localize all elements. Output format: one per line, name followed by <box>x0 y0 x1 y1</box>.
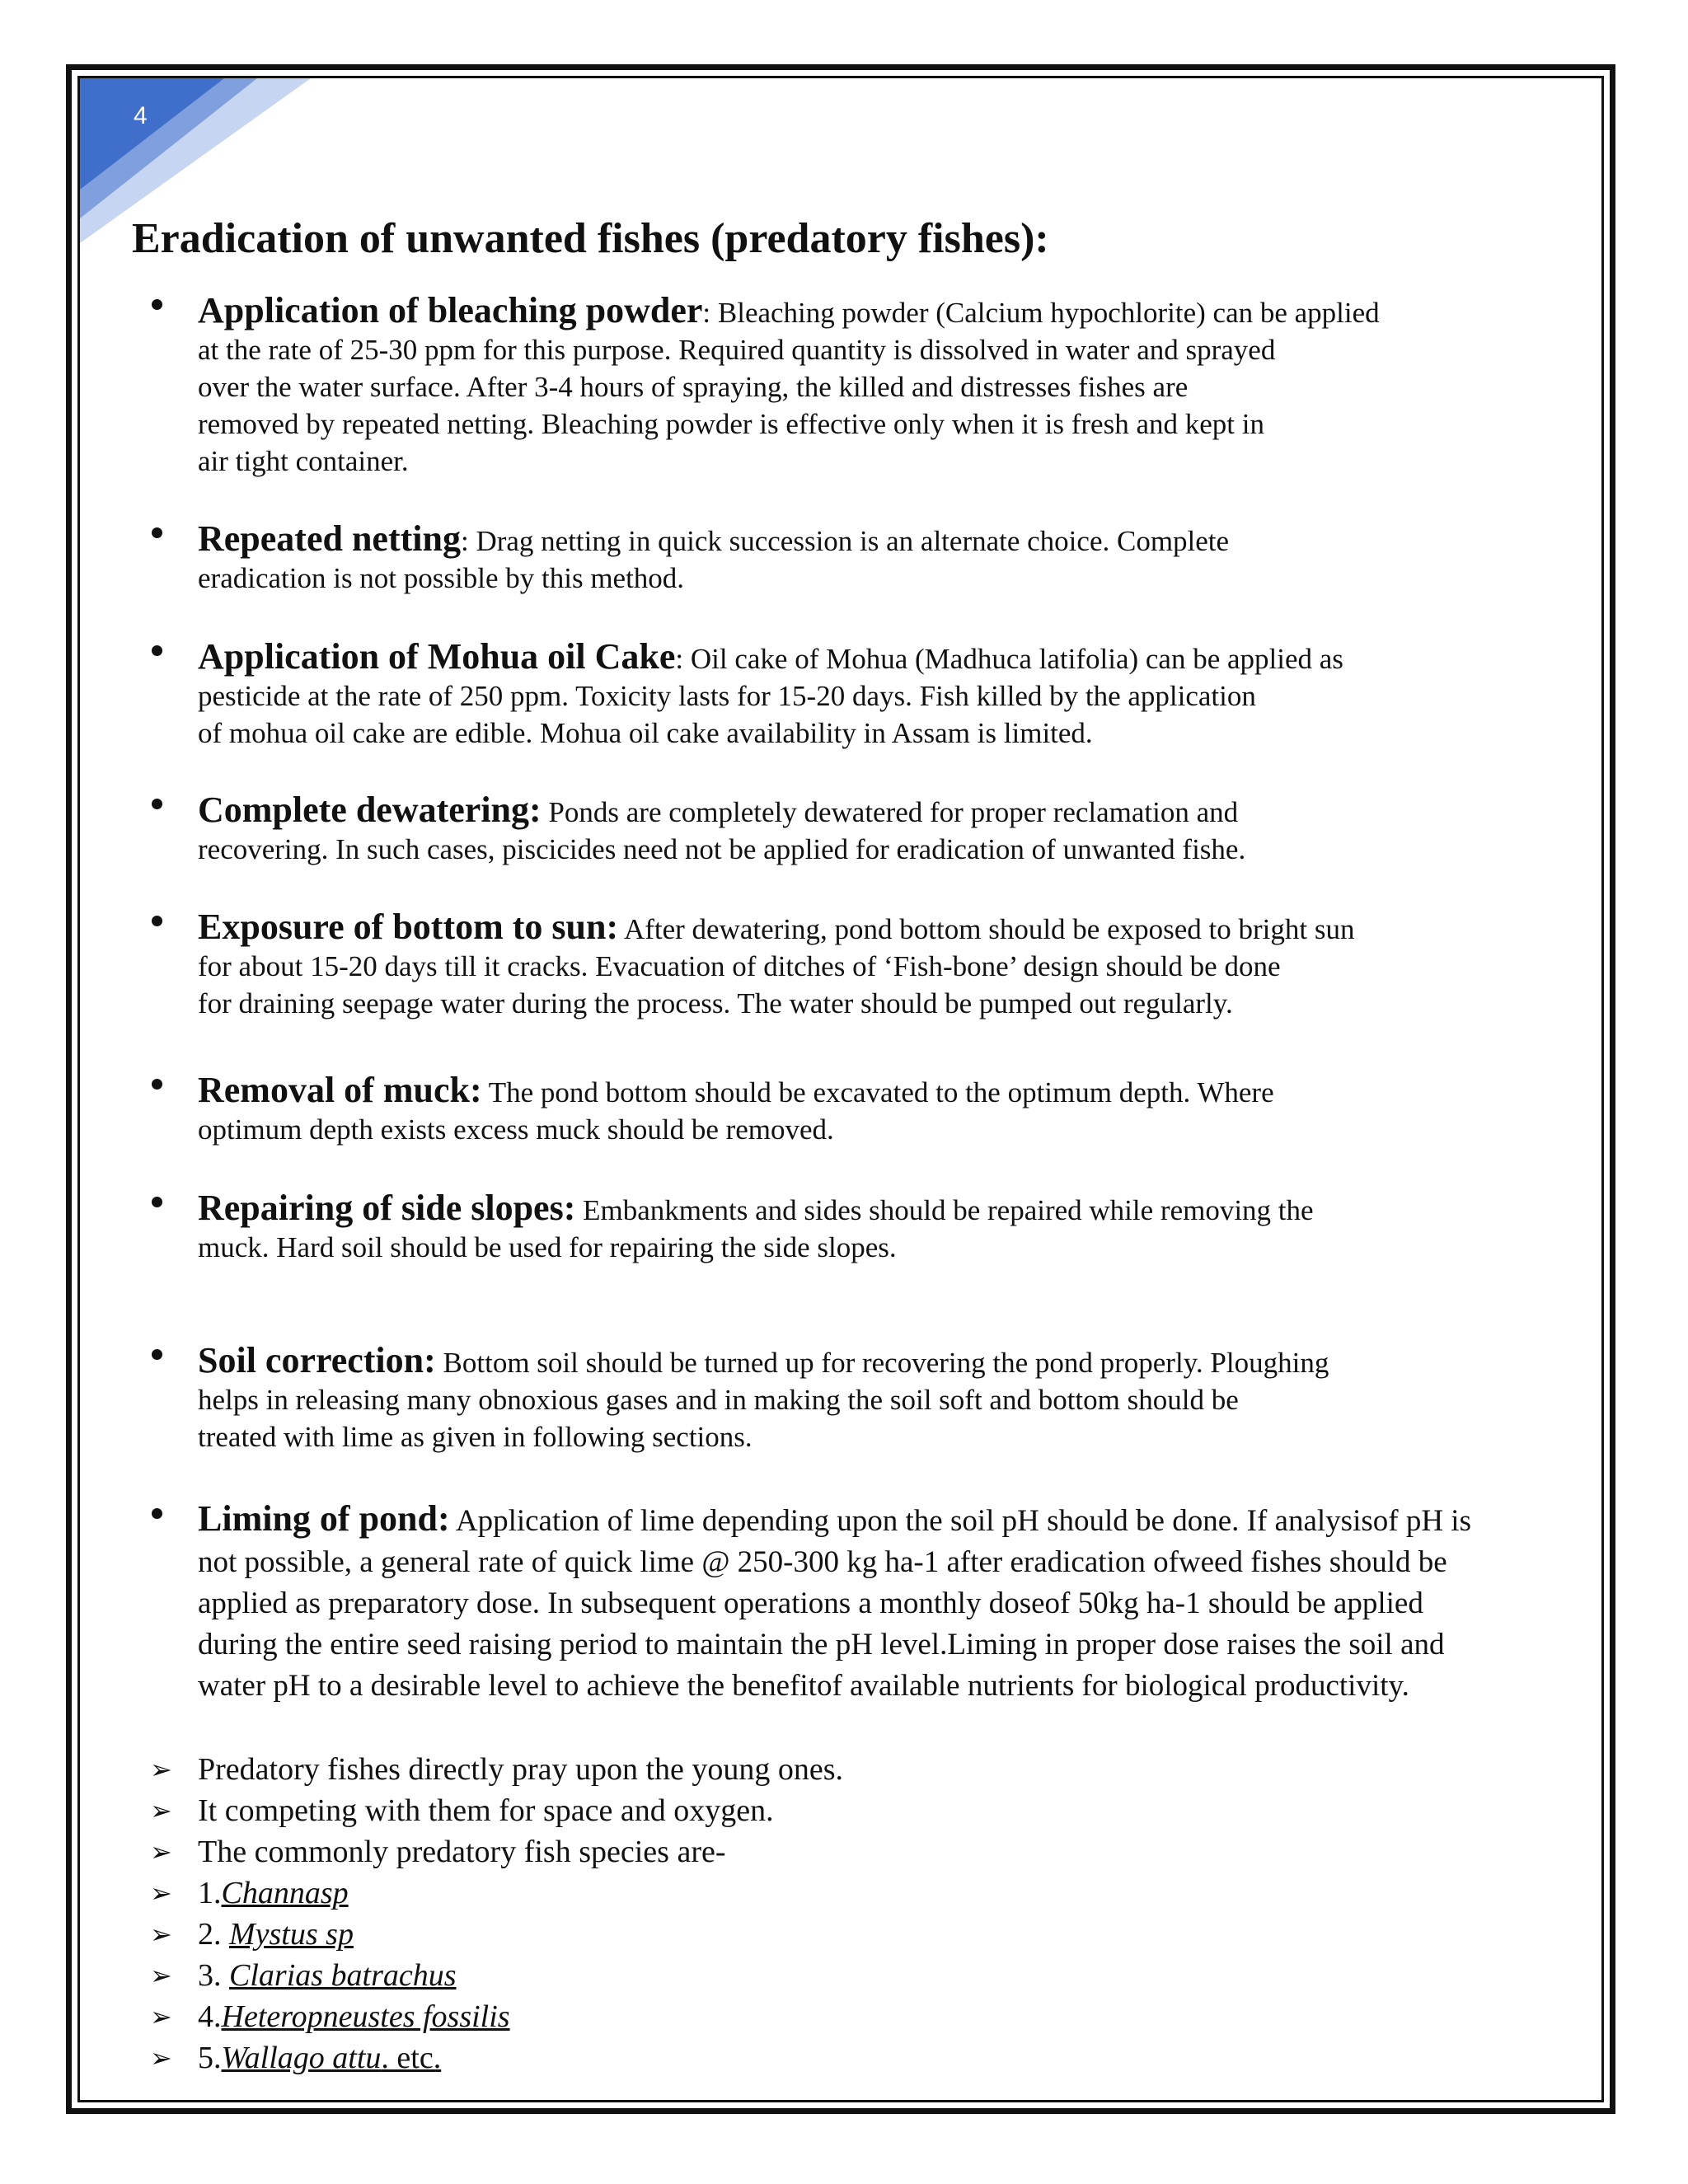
measure-separator <box>436 1347 443 1379</box>
note-text: Predatory fishes directly pray upon the young ones. <box>198 1752 844 1787</box>
species-suffix: . etc. <box>381 2041 442 2075</box>
measure-text-line: applied as preparatory dose. In subsequent operations a monthly doseof 50kg ha-1 should be applied <box>198 1586 1423 1620</box>
measure-text-line: Oil cake of Mohua (Madhuca latifolia) can be applied as <box>690 643 1343 675</box>
bullet-icon <box>152 527 162 538</box>
measure-title: Complete dewatering: <box>198 790 542 830</box>
measure-text-line: After dewatering, pond bottom should be exposed to bright sun <box>623 913 1355 945</box>
measure-text-line: Bleaching powder (Calcium hypochlorite) can be applied <box>717 297 1380 329</box>
list-item <box>150 1872 349 1914</box>
page-number: 4 <box>134 102 148 129</box>
note-text: It competing with them for space and oxygen. <box>198 1793 774 1828</box>
list-item <box>150 1831 726 1872</box>
species-name: Wallago attu <box>221 2041 382 2075</box>
measure-title: Repeated netting <box>198 518 461 559</box>
list-item <box>198 908 1582 1022</box>
measure-separator: : <box>675 643 691 675</box>
bullet-icon <box>152 1349 162 1360</box>
list-item <box>198 791 1582 868</box>
species-number: 2. <box>198 1917 229 1952</box>
list-item <box>198 520 1582 597</box>
bullet-icon <box>152 916 162 926</box>
species-number: 1. <box>198 1876 222 1910</box>
arrow-head-icon: ➢ <box>150 1836 172 1868</box>
species-name: Channasp <box>221 1876 349 1910</box>
list-item <box>150 1914 354 1955</box>
measure-text-line: not possible, a general rate of quick lime @ 250-300 kg ha-1 after eradication ofweed fishes should be <box>198 1545 1447 1579</box>
list-item <box>150 2037 442 2079</box>
bullet-icon <box>152 1508 162 1519</box>
list-item <box>198 1189 1582 1266</box>
measure-text-line: Drag netting in quick succession is an alternate choice. Complete <box>476 525 1230 557</box>
measure-text-line: Application of lime depending upon the soil pH should be done. If analysisof pH is <box>455 1504 1471 1538</box>
measure-separator: : <box>702 297 718 329</box>
bullet-icon <box>152 799 162 809</box>
measure-text-line: The pond bottom should be excavated to the optimum depth. Where <box>488 1076 1274 1108</box>
measure-text-line: over the water surface. After 3-4 hours of spraying, the killed and distresses fishes are <box>198 371 1189 403</box>
measure-text-line: optimum depth exists excess muck should be removed. <box>198 1113 834 1146</box>
bullet-icon <box>152 299 162 310</box>
list-item <box>150 1749 844 1790</box>
arrow-head-icon: ➢ <box>150 2001 172 2032</box>
measure-text-line: Bottom soil should be turned up for recovering the pond properly. Ploughing <box>443 1347 1329 1379</box>
measure-text-line: for draining seepage water during the process. The water should be pumped out regularly. <box>198 987 1233 1019</box>
measure-text-line: water pH to a desirable level to achieve the benefitof available nutrients for biological productivity. <box>198 1669 1409 1703</box>
species-name: Heteropneustes fossilis <box>221 1999 510 2034</box>
list-item <box>198 638 1582 752</box>
list-item <box>150 1955 457 1996</box>
list-item <box>198 1498 1582 1707</box>
bullet-icon <box>152 645 162 656</box>
arrow-head-icon: ➢ <box>150 1795 172 1826</box>
measure-text-line: treated with lime as given in following sections. <box>198 1421 753 1453</box>
measure-title: Application of Mohua oil Cake <box>198 636 676 677</box>
measure-separator <box>482 1076 489 1108</box>
measure-separator: : <box>460 525 476 557</box>
bullet-icon <box>152 1197 162 1207</box>
species-name: Clarias batrachus <box>229 1958 457 1993</box>
bullet-icon <box>152 1079 162 1090</box>
measure-text-line: eradication is not possible by this method. <box>198 562 685 594</box>
list-item <box>198 1342 1582 1455</box>
measure-text-line: helps in releasing many obnoxious gases and in making the soil soft and bottom should be <box>198 1384 1239 1416</box>
species-number: 5. <box>198 2041 222 2075</box>
measure-title: Soil correction: <box>198 1340 436 1380</box>
measure-text-line: at the rate of 25-30 ppm for this purpose. Required quantity is dissolved in water and sprayed <box>198 334 1276 366</box>
page-title: Eradication of unwanted fishes (predatory fishes): <box>132 215 1049 262</box>
measure-separator <box>450 1504 456 1538</box>
list-item <box>198 1071 1582 1148</box>
measure-text-line: recovering. In such cases, piscicides need not be applied for eradication of unwanted fishe. <box>198 833 1246 865</box>
measure-text-line: Ponds are completely dewatered for proper reclamation and <box>548 796 1239 828</box>
species-number: 3. <box>198 1958 229 1993</box>
measure-title: Exposure of bottom to sun: <box>198 907 619 947</box>
measure-text-line: muck. Hard soil should be used for repairing the side slopes. <box>198 1231 897 1263</box>
species-name: Mystus sp <box>229 1917 354 1952</box>
arrow-head-icon: ➢ <box>150 1960 172 1991</box>
measure-separator <box>575 1194 583 1226</box>
arrow-head-icon: ➢ <box>150 1754 172 1785</box>
measure-text-line: removed by repeated netting. Bleaching powder is effective only when it is fresh and kept in <box>198 408 1264 440</box>
measure-title: Application of bleaching powder <box>198 290 703 330</box>
arrow-head-icon: ➢ <box>150 1919 172 1950</box>
measure-title: Removal of muck: <box>198 1070 482 1110</box>
measure-text-line: air tight container. <box>198 445 409 477</box>
species-number: 4. <box>198 1999 222 2034</box>
list-item <box>150 1996 510 2037</box>
arrow-head-icon: ➢ <box>150 2042 172 2074</box>
measure-text-line: of mohua oil cake are edible. Mohua oil cake availability in Assam is limited. <box>198 717 1093 749</box>
measure-title: Liming of pond: <box>198 1498 450 1539</box>
measure-separator <box>618 913 624 945</box>
measure-text-line: pesticide at the rate of 250 ppm. Toxicity lasts for 15-20 days. Fish killed by the application <box>198 680 1256 712</box>
measure-text-line: Embankments and sides should be repaired while removing the <box>583 1194 1314 1226</box>
list-item <box>150 1790 774 1831</box>
measure-title: Repairing of side slopes: <box>198 1188 576 1228</box>
list-item <box>198 292 1582 480</box>
note-text: The commonly predatory fish species are- <box>198 1835 726 1869</box>
measure-text-line: for about 15-20 days till it cracks. Evacuation of ditches of ‘Fish-bone’ design should be done <box>198 950 1281 982</box>
arrow-head-icon: ➢ <box>150 1877 172 1909</box>
measure-text-line: during the entire seed raising period to maintain the pH level.Liming in proper dose raises the soil and <box>198 1628 1445 1661</box>
